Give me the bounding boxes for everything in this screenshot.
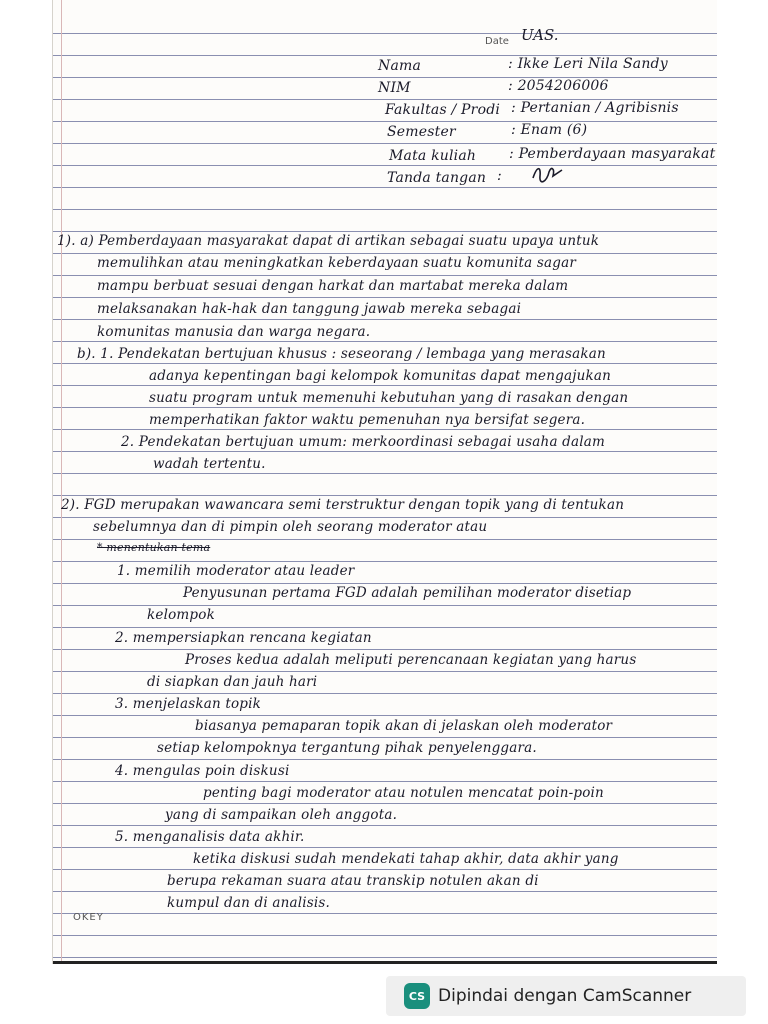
header-label-tanda-tangan: Tanda tangan: [387, 170, 487, 186]
answer-line: memulihkan atau meningkatkan keberdayaan suatu komunita sagar: [97, 255, 576, 271]
header-label-mata-kuliah: Mata kuliah: [389, 148, 477, 164]
answer-line: mampu berbuat sesuai dengan harkat dan martabat mereka dalam: [97, 278, 569, 294]
answer-line: 1. memilih moderator atau leader: [117, 563, 355, 579]
camscanner-text: Dipindai dengan CamScanner: [438, 986, 692, 1006]
header-value-mata-kuliah: : Pemberdayaan masyarakat: [509, 146, 716, 162]
answer-line: 2. mempersiapkan rencana kegiatan: [115, 630, 372, 646]
answer-line: 2). FGD merupakan wawancara semi terstruktur dengan topik yang di tentukan: [61, 497, 625, 513]
answer-line: wadah tertentu.: [153, 456, 266, 472]
answer-line: biasanya pemaparan topik akan di jelaskan oleh moderator: [195, 718, 613, 734]
margin-line: [53, 0, 62, 964]
answer-line: setiap kelompoknya tergantung pihak penyelenggara.: [157, 740, 537, 756]
header-label-nim: NIM: [378, 80, 411, 96]
answer-line: yang di sampaikan oleh anggota.: [165, 807, 398, 823]
header-value-fakultas: : Pertanian / Agribisnis: [511, 100, 679, 116]
page-bottom-edge: [53, 961, 717, 964]
answer-line: melaksanakan hak-hak dan tanggung jawab mereka sebagai: [97, 301, 522, 317]
camscanner-icon: CS: [404, 983, 430, 1009]
answer-line: 1). a) Pemberdayaan masyarakat dapat di artikan sebagai suatu upaya untuk: [57, 233, 600, 249]
answer-line: adanya kepentingan bagi kelompok komunitas dapat mengajukan: [149, 368, 611, 384]
header-label-nama: Nama: [378, 58, 422, 74]
header-value-semester: : Enam (6): [511, 122, 588, 138]
answer-line: berupa rekaman suara atau transkip notulen akan di: [167, 873, 539, 889]
header-value-nim: : 2054206006: [508, 78, 609, 94]
answer-line: sebelumnya dan di pimpin oleh seorang moderator atau: [93, 519, 488, 535]
header-value-nama: : Ikke Leri Nila Sandy: [508, 56, 668, 72]
answer-line: 3. menjelaskan topik: [115, 696, 262, 712]
answer-line: * menentukan tema: [97, 541, 211, 554]
header-label-semester: Semester: [387, 124, 456, 140]
answer-line: Penyusunan pertama FGD adalah pemilihan moderator disetiap: [183, 585, 632, 601]
answer-line: penting bagi moderator atau notulen mencatat poin-poin: [203, 785, 604, 801]
header-value-tanda-tangan: :: [497, 168, 502, 184]
answer-line: 5. menganalisis data akhir.: [115, 829, 305, 845]
answer-line: ketika diskusi sudah mendekati tahap akhir, data akhir yang: [193, 851, 619, 867]
answer-line: suatu program untuk memenuhi kebutuhan yang di rasakan dengan: [149, 390, 629, 406]
date-value: UAS.: [521, 26, 559, 44]
camscanner-badge: [386, 976, 746, 1016]
answer-line: kumpul dan di analisis.: [167, 895, 331, 911]
answer-line: memperhatikan faktor waktu pemenuhan nya bersifat segera.: [149, 412, 586, 428]
answer-line: kelompok: [147, 607, 215, 623]
answer-line: komunitas manusia dan warga negara.: [97, 324, 371, 340]
notebook-brand-mark: OKEY: [73, 912, 104, 923]
answer-line: Proses kedua adalah meliputi perencanaan kegiatan yang harus: [185, 652, 637, 668]
header-label-fakultas: Fakultas / Prodi: [385, 102, 501, 118]
answer-line: di siapkan dan jauh hari: [147, 674, 318, 690]
answer-line: 2. Pendekatan bertujuan umum: merkoordinasi sebagai usaha dalam: [121, 434, 606, 450]
signature-scribble: [531, 164, 565, 184]
date-label: Date: [485, 36, 509, 47]
answer-line: b). 1. Pendekatan bertujuan khusus : seseorang / lembaga yang merasakan: [77, 346, 606, 362]
answer-line: 4. mengulas poin diskusi: [115, 763, 290, 779]
notebook-page: [52, 0, 717, 964]
